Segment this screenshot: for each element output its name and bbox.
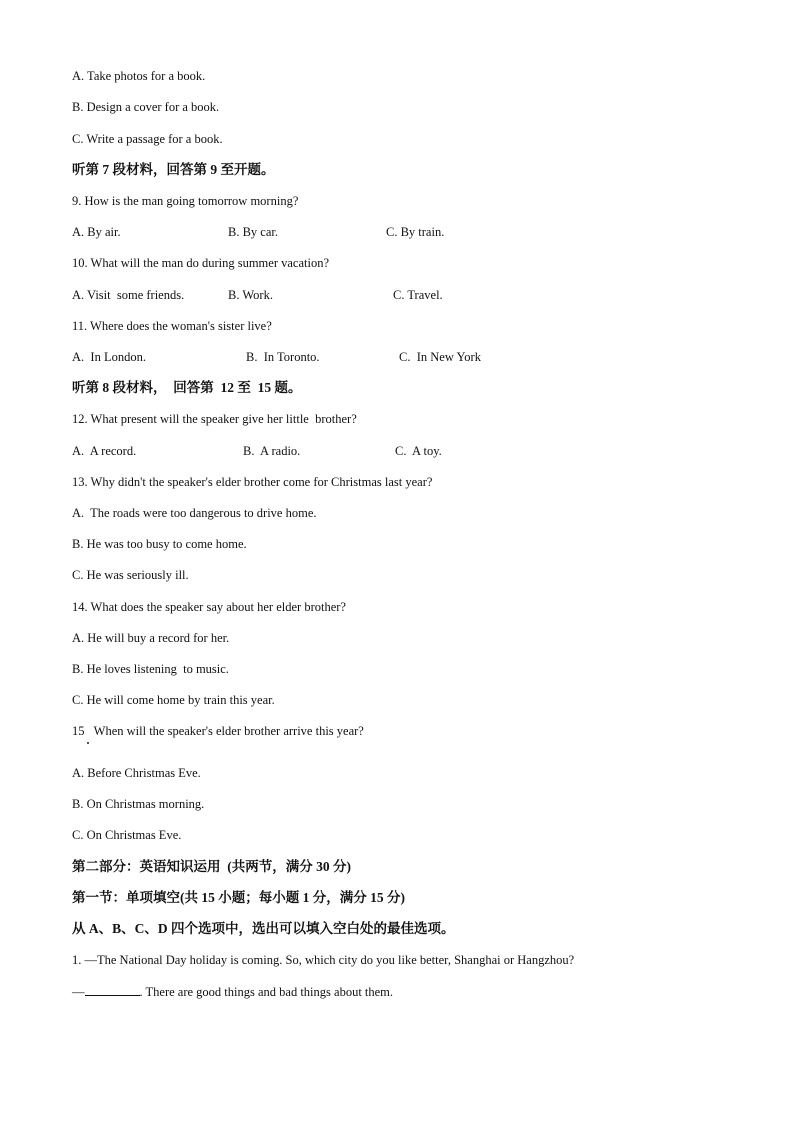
stray-dot (87, 742, 89, 744)
instruction-heading: 从 A、B、C、D 四个选项中，选出可以填入空白处的最佳选项。 (72, 921, 455, 936)
question-12: 12. What present will the speaker give her little brother? (72, 412, 357, 426)
option-12a: A. A record. (72, 444, 137, 458)
option-13a: A. The roads were too dangerous to drive home. (72, 506, 317, 520)
option-9b: B. By car. (228, 225, 278, 239)
question-10: 10. What will the man do during summer vacation? (72, 256, 330, 270)
option-12b: B. A radio. (243, 444, 301, 458)
question-9: 9. How is the man going tomorrow morning? (72, 194, 299, 208)
option-13b: B. He was too busy to come home. (72, 537, 247, 551)
option-15b: B. On Christmas morning. (72, 797, 205, 811)
option-8b: B. Design a cover for a book. (72, 100, 220, 114)
section-heading-8: 听第 8 段材料， 回答第 12 至 15 题。 (72, 380, 302, 395)
question-15: 15 When will the speaker's elder brother arrive this year? (72, 724, 364, 738)
option-10b: B. Work. (228, 288, 273, 302)
question-1-reply (72, 984, 393, 1000)
option-15c: C. On Christmas Eve. (72, 828, 182, 842)
option-9a: A. By air. (72, 225, 121, 239)
question-1: 1. —The National Day holiday is coming. So, which city do you like better, Shanghai or Hangzhou? (72, 953, 575, 967)
option-13c: C. He was seriously ill. (72, 568, 189, 582)
option-14a: A. He will buy a record for her. (72, 631, 230, 645)
part-two-section-one-heading: 第一节：单项填空(共 15 小题；每小题 1 分，满分 15 分) (72, 890, 405, 905)
answer-blank (85, 984, 140, 996)
option-9c: C. By train. (386, 225, 445, 239)
option-11b: B. In Toronto. (246, 350, 320, 364)
option-11a: A. In London. (72, 350, 146, 364)
option-14c: C. He will come home by train this year. (72, 693, 275, 707)
section-heading-7: 听第 7 段材料，回答第 9 至开题。 (72, 162, 275, 177)
reply-dash: — (72, 985, 85, 999)
option-12c: C. A toy. (395, 444, 442, 458)
part-two-heading: 第二部分：英语知识运用 (共两节，满分 30 分) (72, 859, 351, 874)
option-10a: A. Visit some friends. (72, 288, 185, 302)
question-14: 14. What does the speaker say about her elder brother? (72, 600, 346, 614)
option-10c: C. Travel. (393, 288, 443, 302)
question-13: 13. Why didn't the speaker's elder brother come for Christmas last year? (72, 475, 433, 489)
question-11: 11. Where does the woman's sister live? (72, 319, 272, 333)
option-11c: C. In New York (399, 350, 481, 364)
option-14b: B. He loves listening to music. (72, 662, 229, 676)
option-8a: A. Take photos for a book. (72, 69, 206, 83)
reply-text: . There are good things and bad things about them. (139, 985, 394, 999)
option-15a: A. Before Christmas Eve. (72, 766, 201, 780)
option-8c: C. Write a passage for a book. (72, 132, 223, 146)
